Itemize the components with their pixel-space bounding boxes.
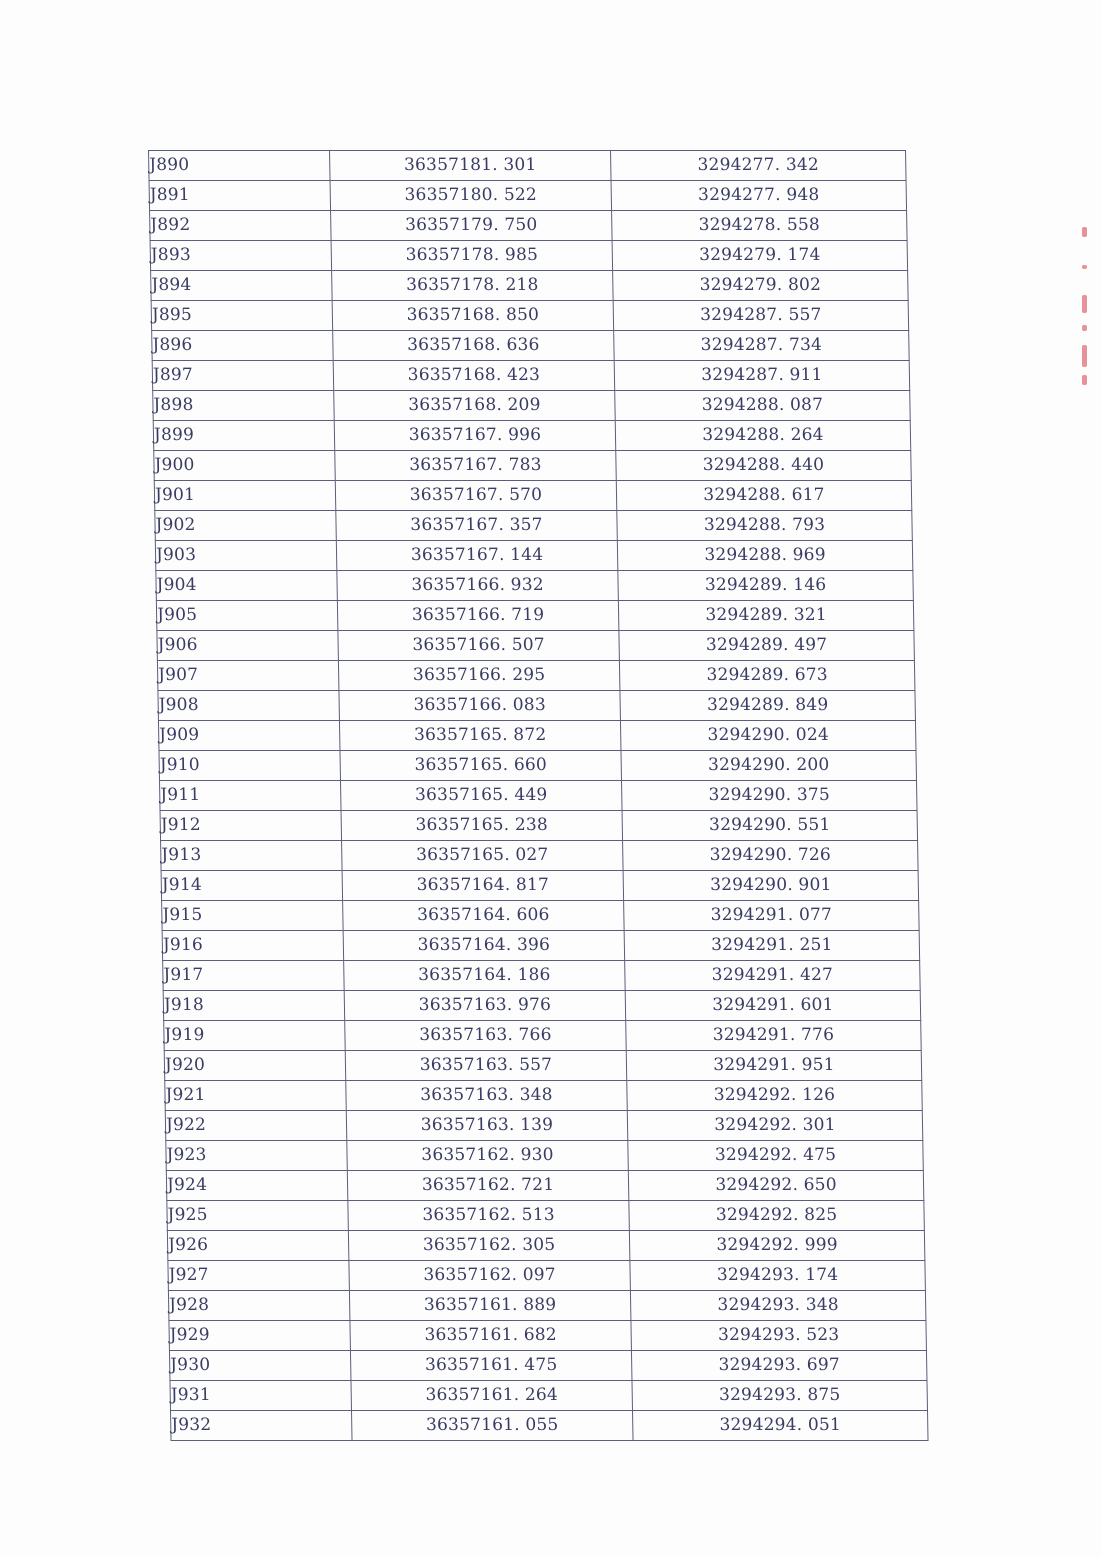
table-row: [153, 421, 911, 451]
x-coordinate-cell: 36357168. 636: [333, 331, 615, 361]
point-id-cell: J891: [149, 181, 331, 211]
table-row: [163, 991, 921, 1021]
y-coordinate-cell: 3294279. 802: [613, 271, 909, 301]
y-coordinate-cell: 3294290. 551: [622, 811, 918, 841]
point-id-cell: J902: [155, 511, 337, 541]
table-row: [152, 361, 910, 391]
y-coordinate-cell: 3294291. 077: [624, 901, 920, 931]
x-coordinate-cell: 36357163. 348: [346, 1081, 628, 1111]
table-row: [170, 1381, 928, 1411]
y-coordinate-cell: 3294293. 348: [630, 1291, 926, 1321]
point-id-cell: J916: [162, 931, 344, 961]
x-coordinate-cell: 36357165. 660: [340, 751, 622, 781]
y-coordinate-cell: 3294287. 911: [614, 361, 910, 391]
x-coordinate-cell: 36357162. 305: [348, 1231, 630, 1261]
y-coordinate-cell: 3294290. 726: [623, 841, 919, 871]
table-row: [149, 151, 907, 181]
x-coordinate-cell: 36357163. 557: [345, 1051, 627, 1081]
table-row: [168, 1291, 926, 1321]
x-coordinate-cell: 36357167. 996: [334, 421, 616, 451]
point-id-cell: J896: [152, 331, 334, 361]
table-row: [160, 781, 918, 811]
x-coordinate-cell: 36357161. 475: [350, 1351, 632, 1381]
point-id-cell: J907: [157, 661, 339, 691]
x-coordinate-cell: 36357165. 872: [339, 721, 621, 751]
table-row: [162, 931, 920, 961]
x-coordinate-cell: 36357167. 570: [335, 481, 617, 511]
y-coordinate-cell: 3294292. 650: [628, 1171, 924, 1201]
y-coordinate-cell: 3294289. 497: [619, 631, 915, 661]
y-coordinate-cell: 3294293. 697: [631, 1351, 927, 1381]
point-id-cell: J912: [160, 811, 342, 841]
table-row: [151, 271, 909, 301]
y-coordinate-cell: 3294291. 601: [625, 991, 921, 1021]
point-id-cell: J918: [163, 991, 345, 1021]
y-coordinate-cell: 3294289. 849: [620, 691, 916, 721]
point-id-cell: J906: [157, 631, 339, 661]
x-coordinate-cell: 36357166. 295: [338, 661, 620, 691]
point-id-cell: J913: [161, 841, 343, 871]
x-coordinate-cell: 36357163. 139: [346, 1111, 628, 1141]
x-coordinate-cell: 36357163. 976: [344, 991, 626, 1021]
x-coordinate-cell: 36357161. 682: [350, 1321, 632, 1351]
y-coordinate-cell: 3294292. 825: [629, 1201, 925, 1231]
table-row: [155, 511, 913, 541]
x-coordinate-cell: 36357162. 513: [348, 1201, 630, 1231]
table-row: [167, 1231, 925, 1261]
point-id-cell: J920: [164, 1051, 346, 1081]
table-row: [169, 1351, 927, 1381]
point-id-cell: J931: [170, 1381, 352, 1411]
x-coordinate-cell: 36357166. 719: [337, 601, 619, 631]
point-id-cell: J909: [158, 721, 340, 751]
point-id-cell: J919: [164, 1021, 346, 1051]
table-row: [168, 1261, 926, 1291]
point-id-cell: J894: [151, 271, 333, 301]
table-row: [160, 811, 918, 841]
table-row: [163, 961, 921, 991]
y-coordinate-cell: 3294291. 251: [624, 931, 920, 961]
x-coordinate-cell: 36357168. 850: [332, 301, 614, 331]
y-coordinate-cell: 3294294. 051: [633, 1411, 929, 1441]
x-coordinate-cell: 36357168. 209: [334, 391, 616, 421]
point-id-cell: J892: [150, 211, 332, 241]
y-coordinate-cell: 3294290. 200: [621, 751, 917, 781]
x-coordinate-cell: 36357166. 932: [337, 571, 619, 601]
table-row: [158, 691, 916, 721]
x-coordinate-cell: 36357181. 301: [330, 151, 612, 181]
table-row: [165, 1081, 923, 1111]
point-id-cell: J903: [155, 541, 337, 571]
y-coordinate-cell: 3294289. 146: [618, 571, 914, 601]
y-coordinate-cell: 3294291. 776: [626, 1021, 922, 1051]
x-coordinate-cell: 36357167. 783: [335, 451, 617, 481]
point-id-cell: J921: [165, 1081, 347, 1111]
x-coordinate-cell: 36357164. 817: [342, 871, 624, 901]
coordinate-table-wrapper: [148, 150, 927, 1441]
point-id-cell: J926: [167, 1231, 349, 1261]
table-row: [150, 211, 908, 241]
y-coordinate-cell: 3294290. 901: [623, 871, 919, 901]
point-id-cell: J930: [169, 1351, 351, 1381]
table-row: [166, 1171, 924, 1201]
y-coordinate-cell: 3294288. 969: [617, 541, 913, 571]
point-id-cell: J928: [168, 1291, 350, 1321]
x-coordinate-cell: 36357162. 930: [347, 1141, 629, 1171]
y-coordinate-cell: 3294292. 301: [627, 1111, 923, 1141]
y-coordinate-cell: 3294278. 558: [612, 211, 908, 241]
x-coordinate-cell: 36357168. 423: [333, 361, 615, 391]
table-row: [157, 661, 915, 691]
point-id-cell: J895: [151, 301, 333, 331]
point-id-cell: J899: [153, 421, 335, 451]
table-row: [156, 571, 914, 601]
table-row: [171, 1411, 929, 1441]
point-id-cell: J922: [165, 1111, 347, 1141]
table-row: [153, 391, 911, 421]
point-id-cell: J900: [154, 451, 336, 481]
x-coordinate-cell: 36357179. 750: [331, 211, 613, 241]
table-row: [166, 1141, 924, 1171]
point-id-cell: J904: [156, 571, 338, 601]
x-coordinate-cell: 36357178. 985: [331, 241, 613, 271]
point-id-cell: J915: [162, 901, 344, 931]
x-coordinate-cell: 36357165. 449: [341, 781, 623, 811]
coordinate-table: [148, 150, 929, 1441]
point-id-cell: J911: [160, 781, 342, 811]
table-row: [161, 871, 919, 901]
table-row: [167, 1201, 925, 1231]
y-coordinate-cell: 3294292. 999: [629, 1231, 925, 1261]
point-id-cell: J929: [169, 1321, 351, 1351]
table-row: [164, 1021, 922, 1051]
y-coordinate-cell: 3294277. 342: [611, 151, 907, 181]
x-coordinate-cell: 36357167. 144: [336, 541, 618, 571]
table-row: [156, 601, 914, 631]
seal-stamp-edge: [1080, 225, 1090, 395]
x-coordinate-cell: 36357164. 606: [343, 901, 625, 931]
y-coordinate-cell: 3294288. 264: [615, 421, 911, 451]
y-coordinate-cell: 3294288. 440: [616, 451, 912, 481]
y-coordinate-cell: 3294291. 427: [625, 961, 921, 991]
point-id-cell: J890: [149, 151, 331, 181]
y-coordinate-cell: 3294279. 174: [612, 241, 908, 271]
x-coordinate-cell: 36357167. 357: [336, 511, 618, 541]
point-id-cell: J897: [152, 361, 334, 391]
point-id-cell: J923: [166, 1141, 348, 1171]
table-row: [159, 751, 917, 781]
point-id-cell: J910: [159, 751, 341, 781]
x-coordinate-cell: 36357180. 522: [330, 181, 612, 211]
table-row: [152, 331, 910, 361]
point-id-cell: J932: [171, 1411, 353, 1441]
x-coordinate-cell: 36357162. 721: [347, 1171, 629, 1201]
y-coordinate-cell: 3294291. 951: [626, 1051, 922, 1081]
y-coordinate-cell: 3294293. 523: [631, 1321, 927, 1351]
table-row: [154, 451, 912, 481]
y-coordinate-cell: 3294292. 475: [628, 1141, 924, 1171]
y-coordinate-cell: 3294289. 673: [619, 661, 915, 691]
x-coordinate-cell: 36357161. 889: [349, 1291, 631, 1321]
table-row: [162, 901, 920, 931]
y-coordinate-cell: 3294288. 617: [616, 481, 912, 511]
y-coordinate-cell: 3294292. 126: [627, 1081, 923, 1111]
y-coordinate-cell: 3294288. 087: [615, 391, 911, 421]
x-coordinate-cell: 36357166. 083: [339, 691, 621, 721]
point-id-cell: J917: [163, 961, 345, 991]
x-coordinate-cell: 36357161. 264: [351, 1381, 633, 1411]
y-coordinate-cell: 3294293. 875: [632, 1381, 928, 1411]
y-coordinate-cell: 3294277. 948: [611, 181, 907, 211]
y-coordinate-cell: 3294290. 375: [622, 781, 918, 811]
y-coordinate-cell: 3294287. 557: [613, 301, 909, 331]
x-coordinate-cell: 36357161. 055: [352, 1411, 634, 1441]
point-id-cell: J901: [154, 481, 336, 511]
x-coordinate-cell: 36357165. 238: [341, 811, 623, 841]
point-id-cell: J898: [153, 391, 335, 421]
y-coordinate-cell: 3294287. 734: [614, 331, 910, 361]
point-id-cell: J925: [167, 1201, 349, 1231]
table-row: [154, 481, 912, 511]
table-row: [150, 241, 908, 271]
table-row: [161, 841, 919, 871]
y-coordinate-cell: 3294288. 793: [617, 511, 913, 541]
x-coordinate-cell: 36357164. 186: [344, 961, 626, 991]
y-coordinate-cell: 3294293. 174: [630, 1261, 926, 1291]
table-row: [158, 721, 916, 751]
table-row: [165, 1111, 923, 1141]
y-coordinate-cell: 3294290. 024: [620, 721, 916, 751]
point-id-cell: J924: [166, 1171, 348, 1201]
x-coordinate-cell: 36357165. 027: [342, 841, 624, 871]
x-coordinate-cell: 36357178. 218: [332, 271, 614, 301]
coordinate-table-body: [149, 151, 929, 1441]
point-id-cell: J908: [158, 691, 340, 721]
point-id-cell: J914: [161, 871, 343, 901]
table-row: [169, 1321, 927, 1351]
table-row: [157, 631, 915, 661]
table-row: [164, 1051, 922, 1081]
x-coordinate-cell: 36357166. 507: [338, 631, 620, 661]
table-row: [149, 181, 907, 211]
point-id-cell: J893: [150, 241, 332, 271]
point-id-cell: J905: [156, 601, 338, 631]
y-coordinate-cell: 3294289. 321: [618, 601, 914, 631]
x-coordinate-cell: 36357162. 097: [349, 1261, 631, 1291]
table-row: [151, 301, 909, 331]
point-id-cell: J927: [168, 1261, 350, 1291]
table-row: [155, 541, 913, 571]
x-coordinate-cell: 36357163. 766: [345, 1021, 627, 1051]
x-coordinate-cell: 36357164. 396: [343, 931, 625, 961]
